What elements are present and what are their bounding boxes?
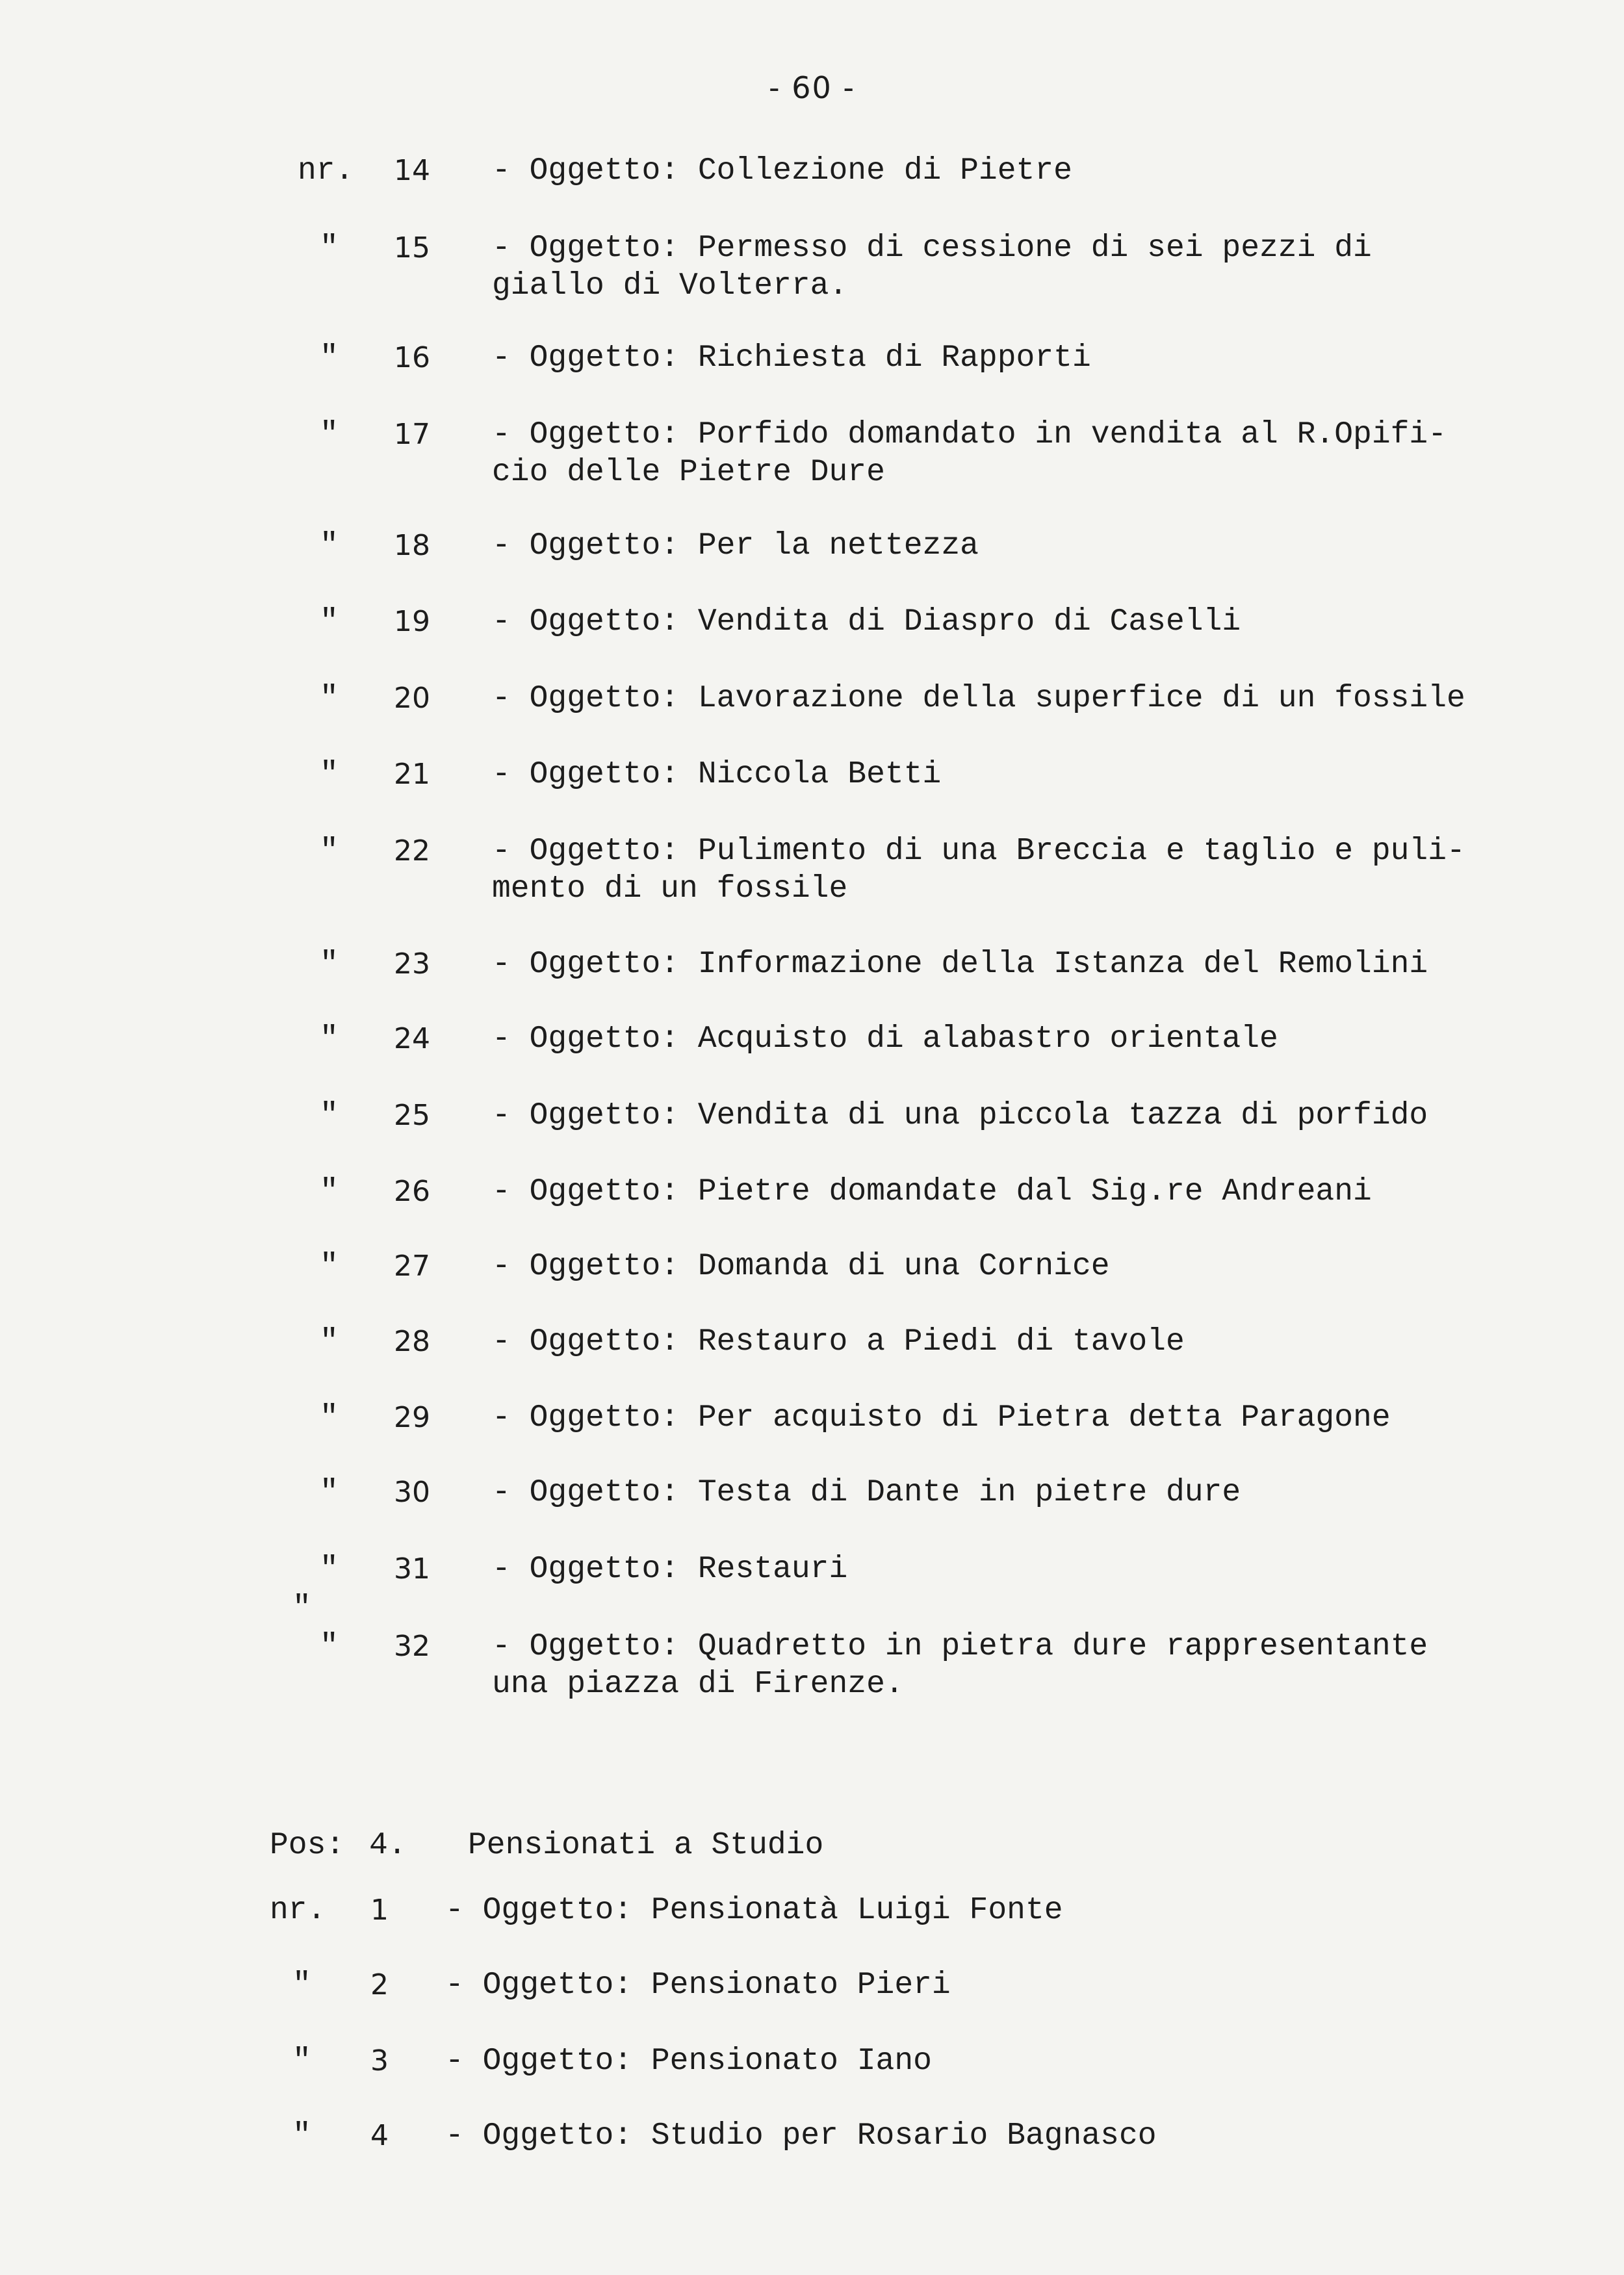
entry-prefix: " (320, 417, 339, 452)
entry-prefix: " (292, 2118, 311, 2153)
entry-number: 23 (394, 947, 430, 981)
entry-prefix: " (320, 1400, 339, 1435)
entry-prefix: " (320, 1475, 339, 1510)
entry-subject: - Oggetto: Restauri (492, 1552, 848, 1587)
entry-number: 15 (394, 231, 430, 264)
entry-subject: - Oggetto: Lavorazione della superfice di un fossile (492, 681, 1465, 716)
entry-number: 4 (370, 2119, 389, 2152)
entry-prefix: " (320, 757, 339, 792)
entry-prefix: " (320, 1022, 339, 1057)
entry-number: 32 (394, 1630, 430, 1663)
entry-number: 16 (394, 341, 430, 374)
entry-prefix: " (320, 231, 339, 266)
entry-subject-continuation: mento di un fossile (492, 871, 848, 906)
entry-subject: - Oggetto: Per acquisto di Pietra detta Paragone (492, 1400, 1391, 1435)
entry-prefix: " (320, 681, 339, 716)
entry-subject: - Oggetto: Domanda di una Cornice (492, 1249, 1110, 1284)
entry-prefix: " (320, 1174, 339, 1209)
entry-subject: - Oggetto: Porfido domandato in vendita al R.Opifi- (492, 417, 1447, 452)
entry-prefix: " (320, 341, 339, 376)
entry-number: 24 (394, 1022, 430, 1055)
entry-number: 2 (370, 1968, 389, 2001)
entry-number: 31 (394, 1552, 430, 1586)
entry-subject: - Oggetto: Vendita di una piccola tazza di porfido (492, 1098, 1428, 1133)
entry-subject: - Oggetto: Vendita di Diaspro di Caselli (492, 604, 1241, 639)
entry-number: 25 (394, 1099, 430, 1132)
entry-prefix: " (320, 1098, 339, 1133)
entry-subject: - Oggetto: Pensionato Pieri (445, 1968, 951, 2003)
section-number: 4. (369, 1828, 407, 1863)
entry-number: 26 (394, 1175, 430, 1208)
stray-ditto-mark: " (292, 1591, 311, 1626)
section-title: Pensionati a Studio (468, 1828, 824, 1863)
entry-subject: - Oggetto: Pietre domandate dal Sig.re Andreani (492, 1174, 1372, 1209)
entry-subject: - Oggetto: Quadretto in pietra dure rappresentante (492, 1629, 1428, 1664)
entry-prefix: " (320, 604, 339, 639)
entry-number: 27 (394, 1250, 430, 1283)
entry-subject: - Oggetto: Pulimento di una Breccia e taglio e puli- (492, 834, 1465, 869)
entry-subject: - Oggetto: Pensionato Iano (445, 2044, 932, 2079)
entry-number: 17 (394, 418, 430, 451)
entry-subject: - Oggetto: Pensionatà Luigi Fonte (445, 1893, 1063, 1928)
entry-prefix: " (320, 1324, 339, 1359)
entry-subject-continuation: una piazza di Firenze. (492, 1667, 904, 1702)
entry-prefix: nr. (270, 1893, 326, 1928)
entry-prefix: " (320, 1629, 339, 1664)
entry-subject-continuation: cio delle Pietre Dure (492, 455, 885, 490)
entry-subject: - Oggetto: Niccola Betti (492, 757, 942, 792)
entry-prefix: " (292, 1968, 311, 2003)
entry-subject: - Oggetto: Collezione di Pietre (492, 153, 1072, 188)
entry-subject: - Oggetto: Restauro a Piedi di tavole (492, 1324, 1185, 1359)
entry-subject: - Oggetto: Per la nettezza (492, 528, 979, 563)
page-number: - 60 - (769, 70, 855, 105)
entry-number: 30 (394, 1476, 430, 1509)
entry-number: 3 (370, 2044, 389, 2077)
entry-subject: - Oggetto: Richiesta di Rapporti (492, 341, 1091, 376)
entry-prefix: " (292, 2044, 311, 2079)
entry-subject: - Oggetto: Studio per Rosario Bagnasco (445, 2118, 1157, 2153)
entry-prefix: " (320, 834, 339, 869)
entry-subject-continuation: giallo di Volterra. (492, 268, 848, 303)
entry-number: 18 (394, 529, 430, 562)
entry-number: 20 (394, 682, 430, 715)
entry-prefix: " (320, 1552, 339, 1587)
entry-number: 29 (394, 1401, 430, 1434)
entry-prefix: " (320, 528, 339, 563)
entry-subject: - Oggetto: Acquisto di alabastro orientale (492, 1022, 1278, 1057)
entry-number: 28 (394, 1325, 430, 1358)
entry-subject: - Oggetto: Testa di Dante in pietre dure (492, 1475, 1241, 1510)
entry-prefix: nr. (298, 153, 354, 188)
entry-prefix: " (320, 1249, 339, 1284)
entry-prefix: " (320, 947, 339, 982)
section-label: Pos: (270, 1828, 345, 1863)
entry-subject: - Oggetto: Permesso di cessione di sei pezzi di (492, 231, 1372, 266)
entry-number: 22 (394, 834, 430, 868)
entry-number: 14 (394, 154, 430, 187)
entry-number: 21 (394, 758, 430, 791)
entry-number: 1 (370, 1894, 389, 1927)
entry-number: 19 (394, 605, 430, 638)
entry-subject: - Oggetto: Informazione della Istanza del Remolini (492, 947, 1428, 982)
